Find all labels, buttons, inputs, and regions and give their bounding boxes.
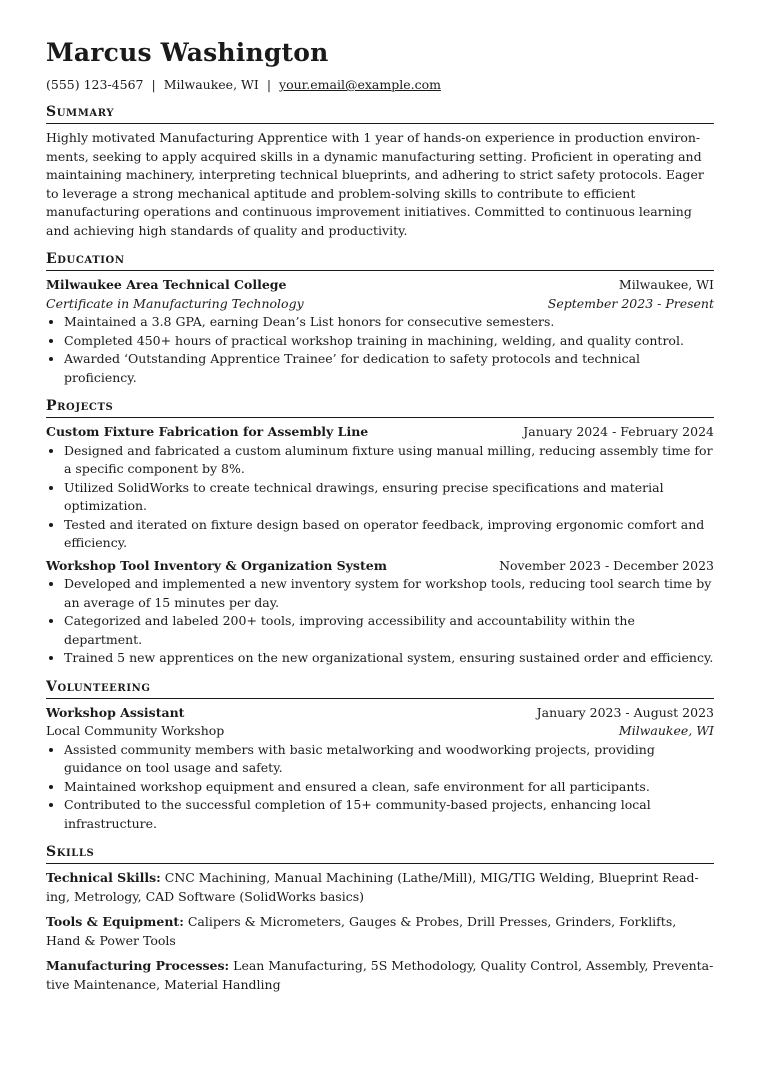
list-item: • Awarded ‘Outstanding Apprentice Trainee’ for dedication to safety protocols and technical proficiency. (64, 350, 714, 387)
list-item: • Designed and fabricated a custom aluminum fixture using manual milling, reducing assembly time for a specific component by 8%. (64, 442, 714, 479)
skill-line (46, 957, 714, 994)
list-item: • Assisted community members with basic metalworking and woodworking projects, providing guidance on tool usage and safety. (64, 741, 714, 778)
education-subheader (46, 295, 714, 314)
email-link[interactable]: your.email@example.com (279, 77, 441, 92)
location: Milwaukee, WI (163, 77, 259, 92)
volunteer-role: Workshop Assistant (46, 704, 185, 720)
summary-text: Highly motivated Manufacturing Apprentice with 1 year of hands-on experience in production environments, seeking to apply acquired skills in a dynamic manufacturing setting. Proficient in operating and maintaining machinery, interpreting technical blueprints, and adhering to strict safety protocols. Eager to leverage a strong mechanical aptitude and problem-solving skills to contribute to efficient manufacturing operations and continuous improvement initiatives. Committed to continuous learning and achieving high standards of quality and productivity. (46, 130, 704, 238)
project-bullets (46, 442, 714, 553)
volunteer-org: Local Community Workshop (46, 723, 225, 738)
skill-text: CNC Machining, Manual Machining (Lathe/Mill), MIG/TIG Welding, Blueprint Reading, Metrology, CAD Software (SolidWorks basics) (46, 870, 699, 904)
project-header (46, 557, 714, 576)
phone: (555) 123-4567 (46, 77, 144, 92)
volunteer-bullets (46, 741, 714, 834)
volunteer-subheader (46, 722, 714, 741)
skills-section (46, 843, 714, 994)
education-header (46, 276, 714, 295)
list-item: • Contributed to the successful completion of 15+ community-based projects, enhancing local infrastructure. (64, 796, 714, 833)
project-header (46, 423, 714, 442)
list-item: • Categorized and labeled 200+ tools, improving accessibility and accountability within the department. (64, 612, 714, 649)
project-dates: January 2024 - February 2024 (523, 424, 714, 439)
list-item: • Maintained workshop equipment and ensured a clean, safe environment for all participants. (64, 778, 714, 797)
projects-section (46, 397, 714, 668)
list-item: • Tested and iterated on fixture design based on operator feedback, improving ergonomic comfort and efficiency. (64, 516, 714, 553)
section-title-volunteering: Volunteering (46, 678, 714, 699)
separator: | (266, 77, 272, 92)
education-bullets (46, 313, 714, 387)
contact-line (46, 77, 714, 93)
skill-label: Tools & Equipment: (46, 914, 184, 929)
list-item: • Completed 450+ hours of practical workshop training in machining, welding, and quality control. (64, 332, 714, 351)
project-name: Custom Fixture Fabrication for Assembly Line (46, 424, 369, 439)
list-item: • Utilized SolidWorks to create technical drawings, ensuring precise specifications and material optimization. (64, 479, 714, 516)
skill-text: Lean Manufacturing, 5S Methodology, Quality Control, Assembly, Preventative Maintenance, Material Handling (46, 958, 714, 992)
list-item: • Developed and implemented a new inventory system for workshop tools, reducing tool search time by an average of 15 minutes per day. (64, 575, 714, 612)
volunteer-location: Milwaukee, WI (618, 723, 714, 738)
volunteering-section (46, 678, 714, 834)
skill-line (46, 913, 714, 950)
list-item: • Maintained a 3.8 GPA, earning Dean’s List honors for consecutive semesters. (64, 313, 714, 332)
section-title-summary: Summary (46, 103, 714, 124)
volunteer-dates: January 2023 - August 2023 (536, 704, 714, 720)
school-location: Milwaukee, WI (618, 277, 714, 292)
project-bullets (46, 575, 714, 668)
section-title-projects: Projects (46, 397, 714, 418)
skill-line (46, 869, 714, 906)
section-title-education: Education (46, 250, 714, 271)
skill-label: Technical Skills: (46, 870, 161, 885)
list-item: • Trained 5 new apprentices on the new organizational system, ensuring sustained order and efficiency. (64, 649, 714, 668)
summary-section (46, 103, 714, 240)
separator: | (151, 77, 156, 92)
project-name: Workshop Tool Inventory & Organization System (46, 557, 387, 573)
volunteer-header (46, 704, 714, 723)
section-title-skills: Skills (46, 843, 714, 864)
project-dates: November 2023 - December 2023 (499, 557, 714, 573)
school-name: Milwaukee Area Technical College (46, 277, 287, 292)
degree: Certificate in Manufacturing Technology (46, 295, 304, 311)
education-dates: September 2023 - Present (547, 295, 714, 311)
project-entry (46, 423, 714, 553)
skill-text: Calipers & Micrometers, Gauges & Probes, Drill Presses, Grinders, Forklifts, Hand & Power Tools (46, 914, 677, 948)
education-section (46, 250, 714, 387)
project-entry (46, 557, 714, 668)
candidate-name: Marcus Washington (46, 38, 329, 67)
skill-label: Manufacturing Processes: (46, 958, 230, 973)
